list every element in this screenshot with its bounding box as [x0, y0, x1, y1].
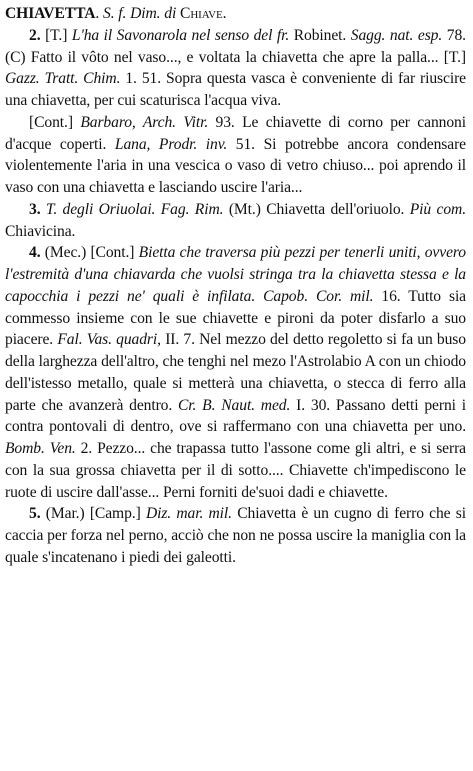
sense-tag: (Mec.) [Cont.] [44, 244, 135, 262]
citation-source: Bomb. Ven. [5, 440, 76, 457]
sense-tag: [Cont.] [29, 113, 73, 131]
citation-text: II. 7. Nel mezzo del detto regoletto si fa un buso della larghezza dell'altro, che tenghi nel mezo l'Astrolabio A con un chiodo dell'istesso metallo, quale si metterà una chiavetta, o stecca di ferro alla parte che avanzerà dentro. [5, 331, 466, 414]
sense-tag: (Mar.) [Camp.] [45, 505, 141, 523]
alternate-form: Chiavicina. [5, 222, 76, 240]
sense-number: 2. [29, 26, 41, 44]
citation-text: (Mt.) Chiavetta dell'oriuolo. [228, 200, 405, 218]
entry-sense-2-cont [5, 112, 466, 199]
citation-text: 93. Le chiavette di corno per cannoni d'acque coperti. [5, 113, 466, 153]
citation-text: 51. Si potrebbe ancora condensare violentemente l'aria in una vescica o vaso di vetro chiuso... poi aprendo il vaso con una chiavetta e lasciando uscire l'aria... [5, 135, 466, 196]
usage-note: Più com. [409, 200, 466, 218]
citation-text: Chiavetta è un cugno di ferro che si caccia per forza nel perno, acciò che non ne possa uscire la maniglia con la quale s'incatenano i piedi dei galeotti. [5, 505, 466, 566]
entry-sense-3 [5, 199, 466, 243]
citation-source: Cr. B. Naut. med. [178, 396, 291, 414]
entry-sense-2: 2. [T.] L'ha il Savonarola nel senso del fr. Robinet. Sagg. nat. esp. 78. (C) Fatto il vôto nel vaso..., e voltata la chiavetta che apre la palla... [T.] Gazz. Tratt. Chim. 1. 51. Sopra questa vasca è conveniente di far riuscire una chiavetta, per cui scaturisca l'acqua viva. [5, 26, 466, 109]
citation-text: 16. Tutto sia commesso insieme con le sue chiavette e pironi da poter disfarlo a suo piacere. [5, 287, 467, 349]
sense-number: 4. [29, 244, 41, 262]
sense-definition: Bietta che traversa più pezzi per tenerli uniti, ovvero l'estremità d'una chiavarda che vuolsi stringa tra la chiavetta stessa e la capocchia i pezzi ne' quali è infilata. [5, 244, 466, 305]
citation-source: Gazz. Tratt. Chim. [5, 70, 121, 88]
sense-number: 5. [29, 505, 41, 523]
citation-source: Sagg. nat. esp. [350, 26, 443, 44]
headword: CHIAVETTA [5, 5, 96, 22]
entry-sense-4 [5, 242, 466, 503]
citation-text: 1. 51. Sopra questa vasca è conveniente di far riuscire una chiavetta, per cui scaturisca l'acqua viva. [5, 70, 466, 109]
citation-source: Fal. Vas. quadri, [57, 331, 161, 349]
entry-sense-5 [5, 503, 466, 568]
sense-number: 3. [29, 200, 41, 218]
citation-text: I. 30. Passano detti perni i contra pontovali di dentro, ove si raffermano con una chiavetta per uno. [5, 396, 466, 436]
sense-definition: L'ha il Savonarola nel senso del fr. [71, 26, 290, 44]
citation-source: T. degli Oriuolai. Fag. Rim. [45, 200, 224, 218]
citation-text: 78. (C) Fatto il vôto nel vaso..., e voltata la chiavetta che apre la palla... [5, 26, 466, 66]
citation-source: Lana, Prodr. inv. [114, 135, 228, 153]
citation-source: Diz. mar. mil. [145, 505, 232, 523]
part-of-speech: S. f. Dim. di [103, 5, 177, 22]
citation-source: Barbaro, Arch. Vitr. [80, 113, 209, 131]
sense-tag: [T.] [45, 26, 68, 44]
citation-text: 2. Pezzo... che trapassa tutto l'assone come gli altri, e si serra con la sua grossa chiavetta per il di sotto.... Chiavette ch'impediscono le ruote di uscire dall'asse... Perni forniti de'suoi dadi e chiavette. [5, 440, 466, 501]
sense-tag: [T.] [443, 48, 466, 66]
entry-sense-1: CHIAVETTA. S. f. Dim. di Chiave. [5, 5, 227, 22]
base-word: Chiave [180, 5, 223, 22]
citation-source: Capob. Cor. mil. [263, 287, 374, 305]
